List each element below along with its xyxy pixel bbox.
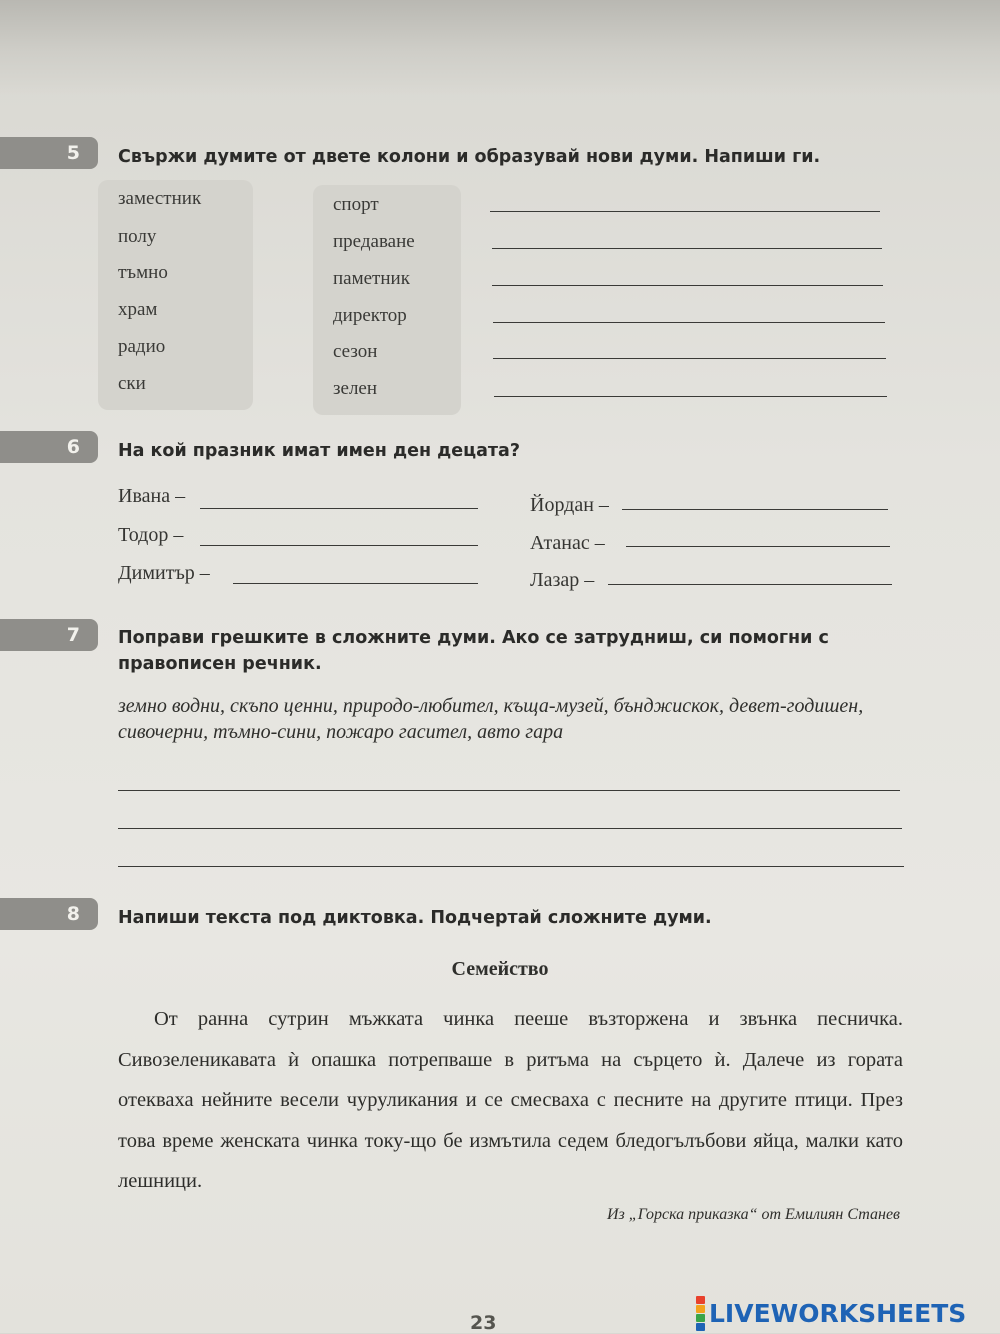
- task-7-answer-line-2[interactable]: [118, 828, 902, 829]
- task-7-number-tab: [0, 619, 98, 651]
- left-word-4: храм: [118, 299, 158, 320]
- right-word-6: зелен: [333, 378, 378, 399]
- task-5-answer-line-5[interactable]: [493, 358, 886, 359]
- story-source: Из „Горска приказка“ от Емилиян Станев: [607, 1206, 900, 1223]
- right-word-2: предаване: [333, 231, 415, 252]
- task-7-number: 7: [66, 624, 80, 646]
- left-word-2: полу: [118, 226, 157, 247]
- liveworksheets-logo: [696, 1296, 966, 1331]
- name-lazar: Лазар –: [530, 569, 595, 591]
- left-word-5: радио: [118, 336, 166, 357]
- dimitar-answer-line[interactable]: [233, 583, 478, 584]
- story-title: Семейство: [451, 958, 549, 980]
- task-6-number-tab: [0, 431, 98, 463]
- name-yordan: Йордан –: [530, 494, 609, 516]
- task-8-number: 8: [66, 903, 80, 925]
- task-5-title: Свържи думите от двете колони и образувай нови думи. Напиши ги.: [118, 147, 821, 167]
- name-dimitar: Димитър –: [118, 562, 210, 584]
- task-5-answer-line-2[interactable]: [492, 248, 882, 249]
- task-5-answer-line-6[interactable]: [494, 396, 887, 397]
- left-word-1: заместник: [118, 188, 202, 209]
- task-6-number: 6: [66, 436, 80, 458]
- name-atanas: Атанас –: [530, 532, 605, 554]
- page-number: 23: [470, 1312, 497, 1334]
- ivana-answer-line[interactable]: [200, 508, 478, 509]
- task-5-number: 5: [66, 142, 80, 164]
- task-8-number-tab: [0, 898, 98, 930]
- task-7-answer-line-3[interactable]: [118, 866, 904, 867]
- task-5-answer-line-4[interactable]: [493, 322, 885, 323]
- task-7-title: Поправи грешките в сложните думи. Ако се затрудниш, си помогни с правописен речник.: [118, 628, 829, 674]
- task-7-answer-line-1[interactable]: [118, 790, 900, 791]
- task-5-number-tab: [0, 137, 98, 169]
- task-5-answer-line-3[interactable]: [492, 285, 883, 286]
- name-todor: Тодор –: [118, 524, 184, 546]
- task-6-title: На кой празник имат имен ден децата?: [118, 441, 521, 461]
- right-word-4: директор: [333, 305, 407, 326]
- liveworksheets-wordmark: LIVEWORKSHEETS: [709, 1299, 967, 1328]
- liveworksheets-logo-icon: [696, 1296, 705, 1331]
- right-word-3: паметник: [333, 268, 410, 289]
- task-7-word-list: земно водни, скъпо ценни, природо-любител, къща-музей, бънджискок, девет-годишен, сивочерни, тъмно-сини, пожаро гасител, авто гара: [118, 695, 864, 743]
- left-word-3: тъмно: [118, 262, 168, 283]
- atanas-answer-line[interactable]: [626, 546, 890, 547]
- yordan-answer-line[interactable]: [622, 509, 888, 510]
- name-ivana: Ивана –: [118, 485, 186, 507]
- page-top-shadow: [0, 0, 1000, 95]
- todor-answer-line[interactable]: [200, 545, 478, 546]
- dictation-story: От ранна сутрин мъжката чинка пееше възторжена и звънка песничка. Сивозеленикавата ѝ опашка потрепваше в ритъма на сърцето ѝ. Далече из гората отекваха нейните весели чуруликания и се смесваха с песните на другите птици. През това време женската чинка току-що бе измътила седем бледогълъбови яйца, малки като лешници.: [118, 1008, 903, 1192]
- task-5-answer-line-1[interactable]: [490, 211, 880, 212]
- right-word-5: сезон: [333, 341, 378, 362]
- left-word-6: ски: [118, 373, 146, 394]
- right-word-1: спорт: [333, 194, 379, 215]
- task-8-title: Напиши текста под диктовка. Подчертай сложните думи.: [118, 908, 712, 928]
- lazar-answer-line[interactable]: [608, 584, 892, 585]
